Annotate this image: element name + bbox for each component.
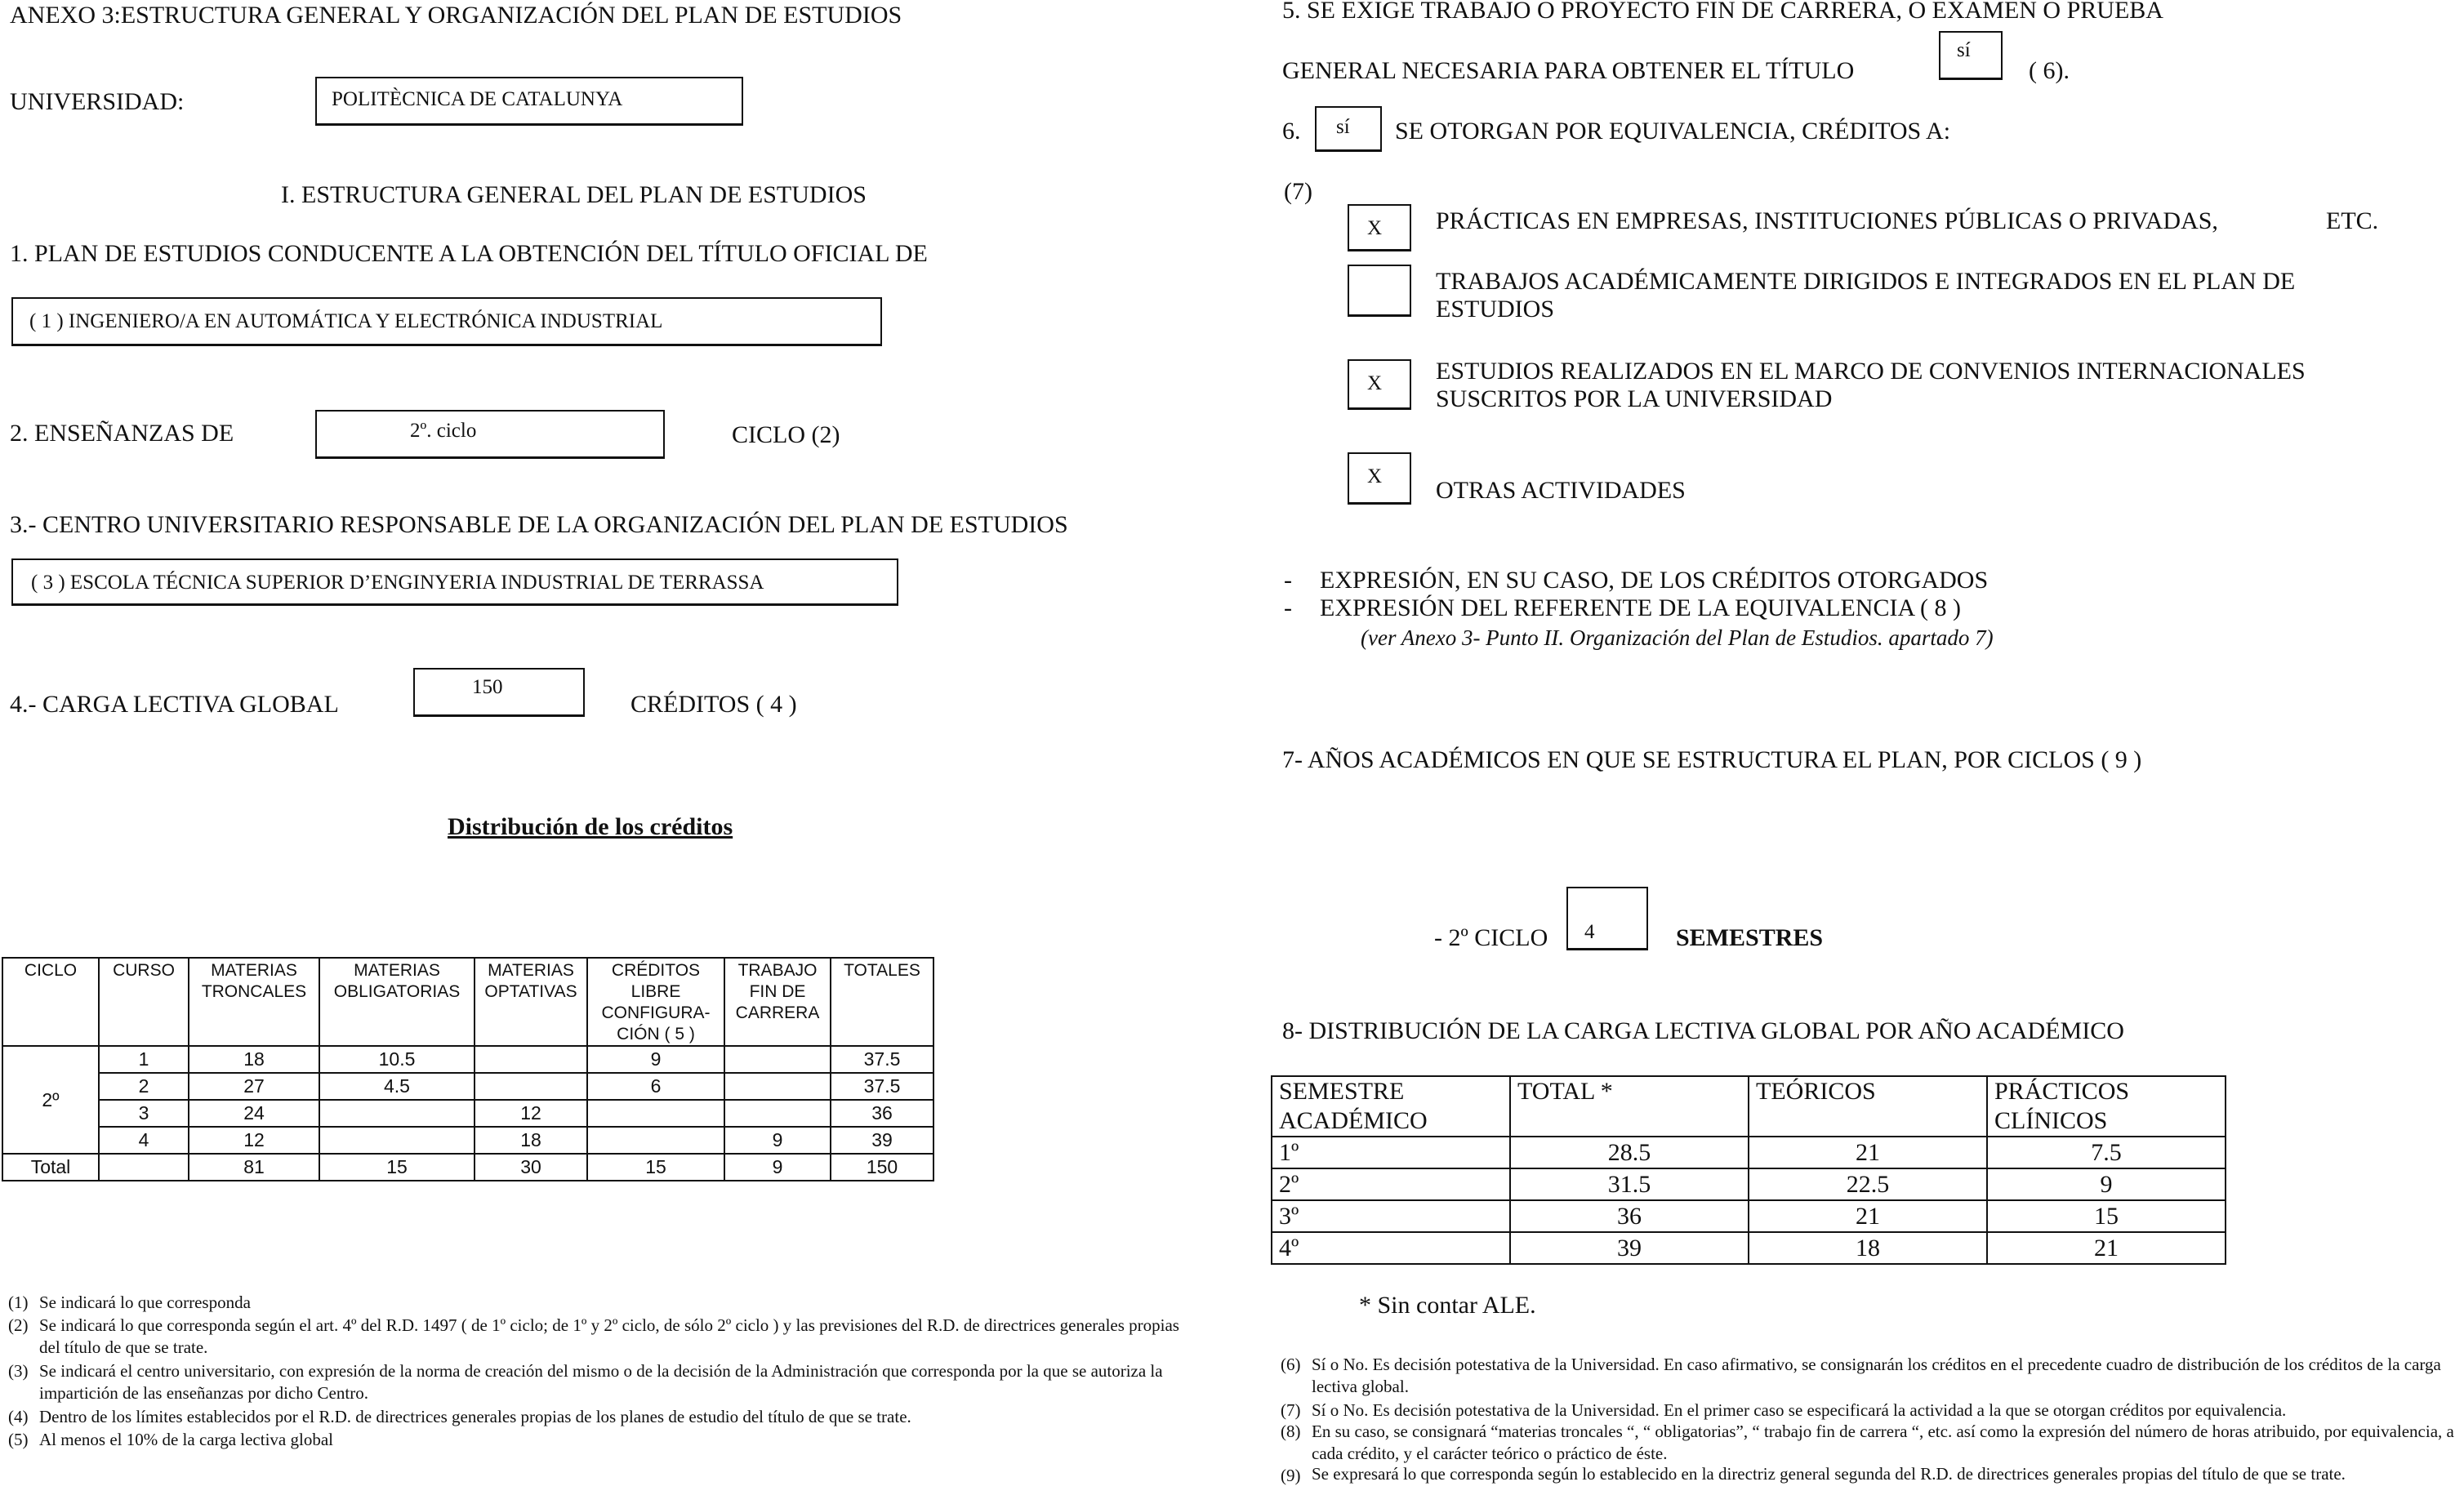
table-cell: Total xyxy=(2,1154,99,1181)
col-totales: TOTALES xyxy=(831,958,933,1046)
ciclo-cell: 2º xyxy=(2,1046,99,1154)
item5-line2: GENERAL NECESARIA PARA OBTENER EL TÍTULO xyxy=(1282,57,1855,84)
table-cell: 21 xyxy=(1749,1137,1987,1168)
footnote: (6) Sí o No. Es decisión potestativa de la Universidad. En caso afirmativo, se consignarán los créditos en el precedente cuadro de distribución de los créditos de la carga lectiva global. xyxy=(1281,1355,2441,1396)
table-cell: 81 xyxy=(189,1154,319,1181)
footnote: (7) Sí o No. Es decisión potestativa de la Universidad. En el primer caso se especificará la actividad a la que se otorgan créditos por equivalencia. xyxy=(1281,1400,2287,1420)
final-project-value: sí xyxy=(1957,39,1971,61)
item6-label: SE OTORGAN POR EQUIVALENCIA, CRÉDITOS A: xyxy=(1395,118,1951,145)
col-trabajo-fin-carrera: TRABAJO FIN DE CARRERA xyxy=(724,958,831,1046)
footnote: (4) Dentro de los límites establecidos por el R.D. de directrices generales propias de los planes de estudio del título de que se trate. xyxy=(8,1407,911,1426)
option-label: PRÁCTICAS EN EMPRESAS, INSTITUCIONES PÚBLICAS O PRIVADAS, xyxy=(1436,207,2218,234)
col-semestre: SEMESTRE ACADÉMICO xyxy=(1272,1076,1510,1137)
table-cell: 15 xyxy=(319,1154,475,1181)
table-cell: 10.5 xyxy=(319,1046,475,1073)
option-checkbox-convenios[interactable]: X xyxy=(1348,359,1411,410)
table-cell: 18 xyxy=(475,1127,587,1154)
equivalence-value: sí xyxy=(1336,116,1350,138)
table-cell: 39 xyxy=(831,1127,933,1154)
col-libre-configuracion: CRÉDITOS LIBRE CONFIGURA-CIÓN ( 5 ) xyxy=(587,958,724,1046)
asterisk-note: * Sin contar ALE. xyxy=(1359,1292,1536,1319)
expression-credits: EXPRESIÓN, EN SU CASO, DE LOS CRÉDITOS OTORGADOS xyxy=(1320,567,1989,594)
table-cell xyxy=(475,1046,587,1073)
table-cell: 30 xyxy=(475,1154,587,1181)
table-cell: 28.5 xyxy=(1510,1137,1749,1168)
footnote: (3) Se indicará el centro universitario, con expresión de la norma de creación del mismo o de la decisión de la Administración que corresponda por la que se autoriza la impartición de las enseñanzas por dicho Centro. xyxy=(8,1361,1163,1403)
degree-title-value: ( 1 ) INGENIERO/A EN AUTOMÁTICA Y ELECTRÓNICA INDUSTRIAL xyxy=(29,310,663,332)
footnote: (2) Se indicará lo que corresponda según el art. 4º del R.D. 1497 ( de 1º ciclo; de 1º y 2º ciclo, de sólo 2º ciclo ) y las previsiones del R.D. de directrices generales propias del título de que se trate. xyxy=(8,1315,1179,1357)
item6-number: 6. xyxy=(1282,118,1301,145)
distribution-title: Distribución de los créditos xyxy=(448,813,733,840)
section-title: I. ESTRUCTURA GENERAL DEL PLAN DE ESTUDIOS xyxy=(281,181,867,208)
annex-header: ANEXO 3:ESTRUCTURA GENERAL Y ORGANIZACIÓN DEL PLAN DE ESTUDIOS xyxy=(10,2,902,29)
table-cell: 15 xyxy=(1987,1200,2226,1232)
table-cell: 6 xyxy=(587,1073,724,1100)
table-cell: 2 xyxy=(99,1073,189,1100)
table-cell xyxy=(319,1100,475,1127)
col-obligatorias: MATERIAS OBLIGATORIAS xyxy=(319,958,475,1046)
table-cell: 4º xyxy=(1272,1232,1510,1264)
cycle-label: - 2º CICLO xyxy=(1434,924,1548,951)
table-row xyxy=(1272,1168,2226,1200)
table-cell: 37.5 xyxy=(831,1046,933,1073)
cycle-field xyxy=(315,410,665,459)
option-checkbox-trabajos[interactable] xyxy=(1348,265,1411,317)
table-cell: 18 xyxy=(1749,1232,1987,1264)
table-cell: 21 xyxy=(1749,1200,1987,1232)
table-cell: 3º xyxy=(1272,1200,1510,1232)
option-label: TRABAJOS ACADÉMICAMENTE DIRIGIDOS E INTEGRADOS EN EL PLAN DE xyxy=(1436,268,2296,295)
center-field xyxy=(11,558,898,606)
option-checkbox-otras[interactable]: X xyxy=(1348,452,1411,505)
table-cell xyxy=(724,1073,831,1100)
col-curso: CURSO xyxy=(99,958,189,1046)
table-cell: 21 xyxy=(1987,1232,2226,1264)
option-label-cont: ESTUDIOS xyxy=(1436,296,1555,323)
footnote: (1) Se indicará lo que corresponda xyxy=(8,1293,251,1312)
item2-label: 2. ENSEÑANZAS DE xyxy=(10,420,234,447)
university-field xyxy=(315,77,743,126)
table-cell xyxy=(587,1127,724,1154)
table-row xyxy=(2,1100,933,1127)
equivalence-field xyxy=(1315,106,1382,152)
col-optativas: MATERIAS OPTATIVAS xyxy=(475,958,587,1046)
table-cell: 1 xyxy=(99,1046,189,1073)
table-cell: 150 xyxy=(831,1154,933,1181)
table-row xyxy=(2,1046,933,1073)
col-practicos: PRÁCTICOS CLÍNICOS xyxy=(1987,1076,2226,1137)
table-cell xyxy=(587,1100,724,1127)
table-cell: 3 xyxy=(99,1100,189,1127)
table-cell: 9 xyxy=(1987,1168,2226,1200)
option-label-cont: SUSCRITOS POR LA UNIVERSIDAD xyxy=(1436,385,1833,412)
table-cell: 9 xyxy=(587,1046,724,1073)
degree-title-field xyxy=(11,297,882,346)
final-project-field xyxy=(1939,31,2003,80)
footnote: (5) Al menos el 10% de la carga lectiva global xyxy=(8,1430,333,1449)
expression-reference: EXPRESIÓN DEL REFERENTE DE LA EQUIVALENCIA ( 8 ) xyxy=(1320,594,1961,621)
table-cell: 36 xyxy=(831,1100,933,1127)
university-value: POLITÈCNICA DE CATALUNYA xyxy=(332,88,623,110)
footnote: (9) Se expresará lo que corresponda según lo establecido en la directriz general segunda del R.D. de directrices generales propias del título de que se trate. xyxy=(1281,1464,2346,1485)
years-table xyxy=(1271,1075,2226,1265)
table-cell: 18 xyxy=(189,1046,319,1073)
table-cell: 12 xyxy=(189,1127,319,1154)
table-cell: 31.5 xyxy=(1510,1168,1749,1200)
semesters-value: 4 xyxy=(1584,921,1595,943)
option-label: ESTUDIOS REALIZADOS EN EL MARCO DE CONVENIOS INTERNACIONALES xyxy=(1436,358,2306,385)
table-cell xyxy=(475,1073,587,1100)
footnote: (8) En su caso, se consignará “materias troncales “, “ obligatorias”, “ trabajo fin de carrera “, etc. así como la expresión del número de horas atribuido, por equivalencia, a cada crédito, y el carácter teórico o práctico de éste. xyxy=(1281,1422,2454,1463)
table-cell: 4 xyxy=(99,1127,189,1154)
table-cell: 2º xyxy=(1272,1168,1510,1200)
table-cell: 37.5 xyxy=(831,1073,933,1100)
table-cell: 27 xyxy=(189,1073,319,1100)
table-row xyxy=(2,1073,933,1100)
item2-suffix: CICLO (2) xyxy=(732,421,840,448)
expression-note: (ver Anexo 3- Punto II. Organización del Plan de Estudios. apartado 7) xyxy=(1361,625,1994,650)
table-row xyxy=(2,1127,933,1154)
global-load-field xyxy=(413,668,585,717)
col-troncales: MATERIAS TRONCALES xyxy=(189,958,319,1046)
item4-label: 4.- CARGA LECTIVA GLOBAL xyxy=(10,691,339,718)
table-cell: 12 xyxy=(475,1100,587,1127)
semesters-unit: SEMESTRES xyxy=(1676,924,1824,951)
table-cell: 36 xyxy=(1510,1200,1749,1232)
item7-label: 7- AÑOS ACADÉMICOS EN QUE SE ESTRUCTURA EL PLAN, POR CICLOS ( 9 ) xyxy=(1282,746,2142,773)
col-teoricos: TEÓRICOS xyxy=(1749,1076,1987,1137)
table-row xyxy=(1272,1200,2226,1232)
table-cell: 9 xyxy=(724,1154,831,1181)
option-label: OTRAS ACTIVIDADES xyxy=(1436,477,1686,504)
bullet-dash: - xyxy=(1284,567,1292,594)
item5-suffix: ( 6). xyxy=(2029,57,2070,84)
table-row xyxy=(1272,1232,2226,1264)
col-total: TOTAL * xyxy=(1510,1076,1749,1137)
table-total-row xyxy=(2,1154,933,1181)
center-value: ( 3 ) ESCOLA TÉCNICA SUPERIOR D’ENGINYERIA INDUSTRIAL DE TERRASSA xyxy=(31,572,764,594)
item4-suffix: CRÉDITOS ( 4 ) xyxy=(630,691,797,718)
table-cell: 9 xyxy=(724,1127,831,1154)
bullet-dash: - xyxy=(1284,594,1292,621)
option-checkbox-practicas[interactable]: X xyxy=(1348,204,1411,251)
table-cell xyxy=(724,1046,831,1073)
table-cell: 4.5 xyxy=(319,1073,475,1100)
item3-label: 3.- CENTRO UNIVERSITARIO RESPONSABLE DE LA ORGANIZACIÓN DEL PLAN DE ESTUDIOS xyxy=(10,511,1068,538)
table-cell: 15 xyxy=(587,1154,724,1181)
item7-ref: (7) xyxy=(1284,178,1312,205)
table-cell: 24 xyxy=(189,1100,319,1127)
table-row xyxy=(1272,1137,2226,1168)
table-cell xyxy=(99,1154,189,1181)
semesters-field xyxy=(1566,887,1648,950)
table-cell: 22.5 xyxy=(1749,1168,1987,1200)
item1-label: 1. PLAN DE ESTUDIOS CONDUCENTE A LA OBTENCIÓN DEL TÍTULO OFICIAL DE xyxy=(10,240,928,267)
item8-label: 8- DISTRIBUCIÓN DE LA CARGA LECTIVA GLOBAL POR AÑO ACADÉMICO xyxy=(1282,1017,2124,1044)
table-cell: 39 xyxy=(1510,1232,1749,1264)
table-cell xyxy=(724,1100,831,1127)
credits-table xyxy=(2,957,934,1181)
cycle-value: 2º. ciclo xyxy=(410,420,477,442)
global-load-value: 150 xyxy=(472,676,503,698)
option-etc: ETC. xyxy=(2326,207,2379,234)
table-cell: 1º xyxy=(1272,1137,1510,1168)
university-label: UNIVERSIDAD: xyxy=(10,88,185,115)
table-cell: 7.5 xyxy=(1987,1137,2226,1168)
col-ciclo: CICLO xyxy=(2,958,99,1046)
item5-line1: 5. SE EXIGE TRABAJO O PROYECTO FIN DE CARRERA, O EXAMEN O PRUEBA xyxy=(1282,0,2163,24)
table-cell xyxy=(319,1127,475,1154)
